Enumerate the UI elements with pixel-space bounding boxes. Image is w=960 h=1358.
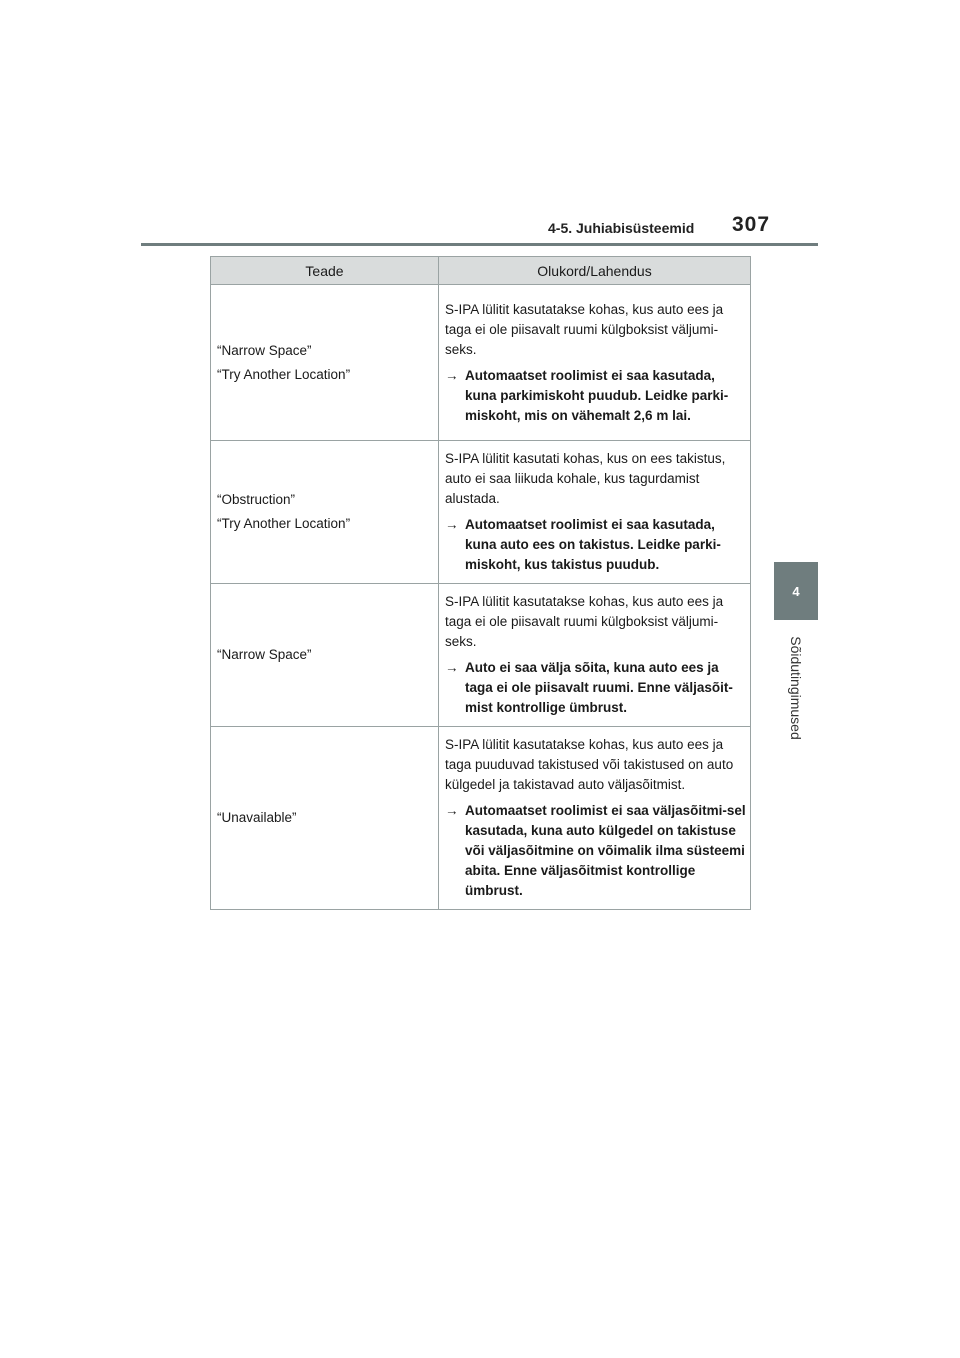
table-row — [211, 727, 751, 910]
solution-cell — [439, 441, 751, 584]
table-row — [211, 285, 751, 441]
table-row — [211, 584, 751, 727]
chapter-tab — [774, 562, 818, 620]
message-text: “Try Another Location” — [217, 516, 351, 531]
chapter-number: 4 — [792, 583, 800, 599]
column-header-message: Teade — [211, 257, 439, 285]
solution-cell — [439, 584, 751, 727]
message-text: “Narrow Space” — [217, 647, 312, 662]
situation-text: S-IPA lülitit kasutatakse kohas, kus auto ees ja taga puuduvad takistused või takistused on auto külgedel ja takistavad auto väljasõitmist. — [445, 737, 734, 792]
arrow-icon: → — [445, 660, 459, 675]
arrow-icon: → — [445, 517, 459, 532]
message-text: “Narrow Space” — [217, 342, 312, 358]
table-row — [211, 441, 751, 584]
arrow-icon: → — [445, 803, 459, 818]
solution-cell — [439, 727, 751, 910]
situation-text: S-IPA lülitit kasutatakse kohas, kus auto ees ja taga ei ole piisavalt ruumi külgboksist väljumi-seks. — [445, 594, 724, 649]
section-title: 4-5. Juhiabisüsteemid — [548, 220, 695, 236]
column-header-solution: Olukord/Lahendus — [439, 257, 751, 285]
message-text: “Unavailable” — [217, 810, 297, 825]
message-cell — [211, 285, 439, 441]
arrow-icon: → — [445, 367, 459, 383]
action-text: Automaatset roolimist ei saa väljasõitmi-sel kasutada, kuna auto külgedel on takistuse või väljasõitmine on võimalik ilma süsteemi abita. Enne väljasõitmist kontrollige ümbrust. — [465, 803, 746, 898]
action-text: Automaatset roolimist ei saa kasutada, kuna auto ees on takistus. Leidke parki-miskoht, kus takistus puudub. — [465, 517, 721, 572]
message-table — [210, 256, 751, 910]
chapter-title: Sõidutingimused — [788, 636, 804, 740]
action-text: Automaatset roolimist ei saa kasutada, kuna parkimiskoht puudub. Leidke parki-miskoht, mis on vähemalt 2,6 m lai. — [465, 367, 729, 423]
action — [445, 658, 747, 718]
message-text: “Try Another Location” — [217, 366, 351, 382]
action — [445, 801, 747, 901]
situation-text: S-IPA lülitit kasutati kohas, kus on ees takistus, auto ei saa liikuda kohale, kus tagurdamist alustada. — [445, 451, 726, 506]
solution-cell — [439, 285, 751, 441]
action — [445, 366, 747, 426]
table-header-row — [211, 257, 751, 285]
page-number: 307 — [732, 213, 771, 236]
situation-text: S-IPA lülitit kasutatakse kohas, kus auto ees ja taga ei ole piisavalt ruumi külgboksist väljumi-seks. — [445, 301, 724, 357]
action-text: Auto ei saa välja sõita, kuna auto ees ja taga ei ole piisavalt ruumi. Enne väljasõit-mist kontrollige ümbrust. — [465, 660, 733, 715]
header-divider — [141, 243, 818, 246]
message-text: “Obstruction” — [217, 492, 296, 507]
action — [445, 515, 747, 575]
message-cell — [211, 441, 439, 584]
message-cell — [211, 727, 439, 910]
message-cell — [211, 584, 439, 727]
